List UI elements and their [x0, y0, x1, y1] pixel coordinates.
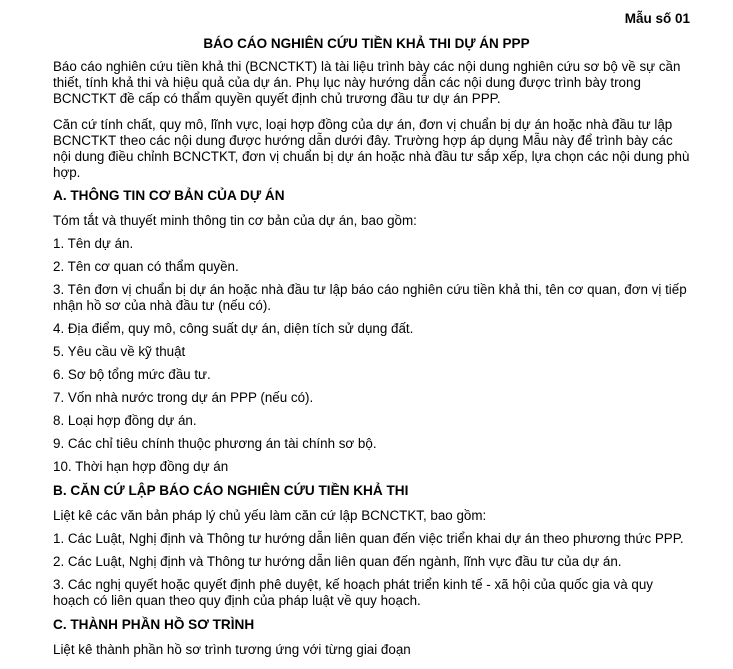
list-item: 2. Các Luật, Nghị định và Thông tư hướng dẫn liên quan đến ngành, lĩnh vực đầu tư của dự án. — [53, 554, 622, 569]
document-body — [53, 59, 693, 665]
list-item: 10. Thời hạn hợp đồng dự án — [53, 459, 229, 474]
document-title: BÁO CÁO NGHIÊN CỨU TIỀN KHẢ THI DỰ ÁN PPP — [203, 36, 530, 51]
list-item: 6. Sơ bộ tổng mức đầu tư. — [53, 367, 211, 382]
list-item: 7. Vốn nhà nước trong dự án PPP (nếu có). — [53, 390, 314, 405]
intro-paragraph-2: Căn cứ tính chất, quy mô, lĩnh vực, loại hợp đồng của dự án, đơn vị chuẩn bị dự án hoặc nhà đầu tư lập BCNCTKT theo các nội dung được hướng dẫn dưới đây. Trường hợp áp dụng Mẫu này để trình bày các nội dung điều chỉnh BCNCTKT, đơn vị chuẩn bị dự án hoặc nhà đầu tư sắp xếp, lựa chọn các nội dung phù hợp. — [53, 117, 690, 180]
section-b-list — [53, 531, 693, 609]
list-item: 1. Các Luật, Nghị định và Thông tư hướng dẫn liên quan đến việc triển khai dự án theo phương thức PPP. — [53, 531, 684, 546]
section-c-heading: C. THÀNH PHẦN HỒ SƠ TRÌNH — [53, 617, 255, 632]
section-b-heading: B. CĂN CỨ LẬP BÁO CÁO NGHIÊN CỨU TIỀN KHẢ THI — [53, 483, 409, 498]
intro-paragraph-1: Báo cáo nghiên cứu tiền khả thi (BCNCTKT) là tài liệu trình bày các nội dung nghiên cứu sơ bộ về sự cần thiết, tính khả thi và hiệu quả của dự án. Phụ lục này hướng dẫn các nội dung được trình bày trong BCNCTKT đề cấp có thẩm quyền quyết định chủ trương đầu tư dự án PPP. — [53, 59, 681, 106]
section-b-lead: Liệt kê các văn bản pháp lý chủ yếu làm căn cứ lập BCNCTKT, bao gồm: — [53, 508, 487, 523]
section-a-lead: Tóm tắt và thuyết minh thông tin cơ bản của dự án, bao gồm: — [53, 213, 417, 228]
list-item: 3. Tên đơn vị chuẩn bị dự án hoặc nhà đầu tư lập báo cáo nghiên cứu tiền khả thi, tên cơ quan, đơn vị tiếp nhận hồ sơ của nhà đầu tư (nếu có). — [53, 282, 687, 313]
list-item: 4. Địa điểm, quy mô, công suất dự án, diện tích sử dụng đất. — [53, 321, 414, 336]
list-item: 8. Loại hợp đồng dự án. — [53, 413, 197, 428]
list-item: 3. Các nghị quyết hoặc quyết định phê duyệt, kế hoạch phát triển kinh tế - xã hội của quốc gia và quy hoạch có liên quan theo quy định của pháp luật về quy hoạch. — [53, 577, 654, 608]
list-item: 5. Yêu cầu về kỹ thuật — [53, 344, 186, 359]
section-c-lead: Liệt kê thành phần hồ sơ trình tương ứng với từng giai đoạn — [53, 642, 411, 657]
section-a-heading: A. THÔNG TIN CƠ BẢN CỦA DỰ ÁN — [53, 188, 285, 203]
section-a-list — [53, 236, 693, 475]
list-item: 9. Các chỉ tiêu chính thuộc phương án tài chính sơ bộ. — [53, 436, 377, 451]
list-item: 2. Tên cơ quan có thẩm quyền. — [53, 259, 239, 274]
list-item: 1. Tên dự án. — [53, 236, 134, 251]
form-number: Mẫu số 01 — [624, 11, 690, 26]
